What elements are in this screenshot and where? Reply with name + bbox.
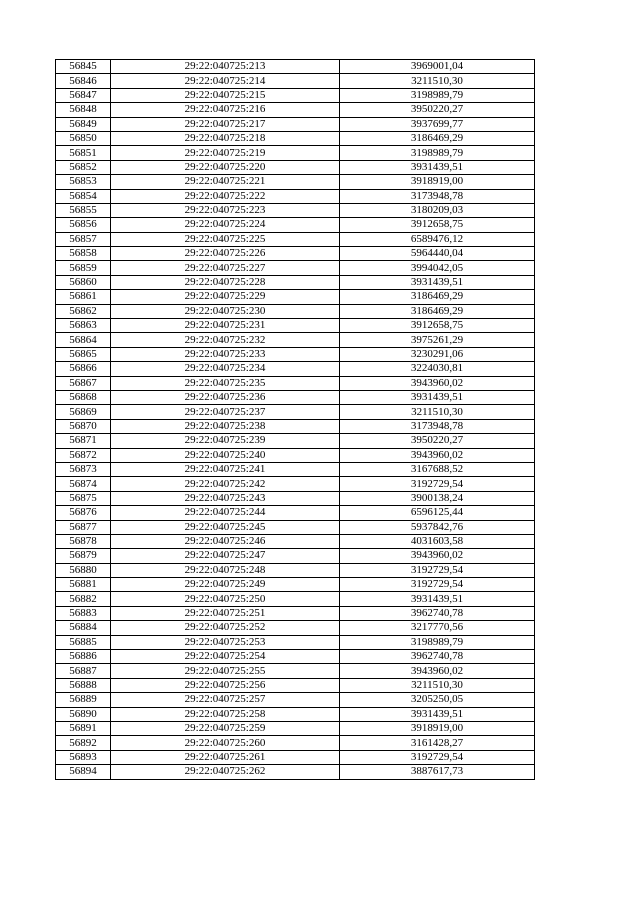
row-number-cell: 56871 [56,434,111,448]
row-number-cell: 56891 [56,721,111,735]
cadastral-number-cell: 29:22:040725:222 [111,189,340,203]
row-number-cell: 56867 [56,376,111,390]
table-row [56,434,535,448]
table-row [56,448,535,462]
table-row [56,664,535,678]
value-cell: 3943960,02 [340,664,535,678]
cadastral-number-cell: 29:22:040725:236 [111,390,340,404]
cadastral-number-cell: 29:22:040725:241 [111,462,340,476]
value-cell: 3931439,51 [340,707,535,721]
row-number-cell: 56894 [56,765,111,779]
value-cell: 5937842,76 [340,520,535,534]
cadastral-number-cell: 29:22:040725:229 [111,290,340,304]
table-row [56,60,535,74]
cadastral-number-cell: 29:22:040725:257 [111,693,340,707]
row-number-cell: 56884 [56,621,111,635]
cadastral-number-cell: 29:22:040725:213 [111,60,340,74]
row-number-cell: 56851 [56,146,111,160]
table-row [56,736,535,750]
table-row [56,621,535,635]
row-number-cell: 56861 [56,290,111,304]
cadastral-number-cell: 29:22:040725:230 [111,304,340,318]
value-cell: 6596125,44 [340,506,535,520]
table-row [56,103,535,117]
cadastral-number-cell: 29:22:040725:249 [111,578,340,592]
row-number-cell: 56885 [56,635,111,649]
row-number-cell: 56873 [56,462,111,476]
value-cell: 3969001,04 [340,60,535,74]
value-cell: 5964440,04 [340,247,535,261]
table-row [56,275,535,289]
table-row [56,765,535,779]
value-cell: 4031603,58 [340,534,535,548]
value-cell: 3192729,54 [340,750,535,764]
row-number-cell: 56850 [56,131,111,145]
table-row [56,678,535,692]
cadastral-number-cell: 29:22:040725:215 [111,88,340,102]
table-row [56,290,535,304]
table-row [56,117,535,131]
row-number-cell: 56859 [56,261,111,275]
row-number-cell: 56866 [56,362,111,376]
value-cell: 3931439,51 [340,275,535,289]
value-cell: 3198989,79 [340,88,535,102]
value-cell: 3230291,06 [340,347,535,361]
cadastral-number-cell: 29:22:040725:223 [111,203,340,217]
row-number-cell: 56893 [56,750,111,764]
row-number-cell: 56856 [56,218,111,232]
cadastral-number-cell: 29:22:040725:238 [111,419,340,433]
row-number-cell: 56846 [56,74,111,88]
table-row [56,74,535,88]
row-number-cell: 56880 [56,563,111,577]
value-cell: 3205250,05 [340,693,535,707]
table-row [56,203,535,217]
cadastral-number-cell: 29:22:040725:261 [111,750,340,764]
table-row [56,131,535,145]
value-cell: 3192729,54 [340,563,535,577]
table-row [56,549,535,563]
value-cell: 3192729,54 [340,578,535,592]
table-row [56,304,535,318]
table-row [56,477,535,491]
table-row [56,405,535,419]
cadastral-number-cell: 29:22:040725:254 [111,650,340,664]
row-number-cell: 56857 [56,232,111,246]
row-number-cell: 56848 [56,103,111,117]
value-cell: 3962740,78 [340,606,535,620]
table-row [56,707,535,721]
row-number-cell: 56845 [56,60,111,74]
row-number-cell: 56858 [56,247,111,261]
value-cell: 3180209,03 [340,203,535,217]
cadastral-number-cell: 29:22:040725:232 [111,333,340,347]
value-cell: 3887617,73 [340,765,535,779]
table-row [56,721,535,735]
value-cell: 3211510,30 [340,74,535,88]
cadastral-number-cell: 29:22:040725:245 [111,520,340,534]
value-cell: 3912658,75 [340,218,535,232]
cadastral-number-cell: 29:22:040725:240 [111,448,340,462]
table-row [56,578,535,592]
cadastral-number-cell: 29:22:040725:231 [111,319,340,333]
value-cell: 3931439,51 [340,160,535,174]
row-number-cell: 56875 [56,491,111,505]
row-number-cell: 56888 [56,678,111,692]
table-row [56,606,535,620]
table-row [56,88,535,102]
row-number-cell: 56892 [56,736,111,750]
value-cell: 3994042,05 [340,261,535,275]
row-number-cell: 56889 [56,693,111,707]
cadastral-number-cell: 29:22:040725:247 [111,549,340,563]
value-cell: 3224030,81 [340,362,535,376]
value-cell: 3211510,30 [340,678,535,692]
value-cell: 3161428,27 [340,736,535,750]
row-number-cell: 56864 [56,333,111,347]
table-row [56,750,535,764]
cadastral-number-cell: 29:22:040725:225 [111,232,340,246]
table-row [56,347,535,361]
row-number-cell: 56886 [56,650,111,664]
value-cell: 3931439,51 [340,390,535,404]
cadastral-number-cell: 29:22:040725:226 [111,247,340,261]
table-row [56,390,535,404]
row-number-cell: 56865 [56,347,111,361]
cadastral-number-cell: 29:22:040725:246 [111,534,340,548]
cadastral-number-cell: 29:22:040725:239 [111,434,340,448]
cadastral-number-cell: 29:22:040725:220 [111,160,340,174]
row-number-cell: 56879 [56,549,111,563]
row-number-cell: 56868 [56,390,111,404]
table-body [56,60,535,780]
table-row [56,146,535,160]
row-number-cell: 56883 [56,606,111,620]
row-number-cell: 56860 [56,275,111,289]
row-number-cell: 56874 [56,477,111,491]
cadastral-number-cell: 29:22:040725:235 [111,376,340,390]
value-cell: 3186469,29 [340,131,535,145]
table-row [56,592,535,606]
value-cell: 3950220,27 [340,103,535,117]
value-cell: 3198989,79 [340,146,535,160]
cadastral-number-cell: 29:22:040725:262 [111,765,340,779]
cadastral-number-cell: 29:22:040725:218 [111,131,340,145]
value-cell: 3192729,54 [340,477,535,491]
value-cell: 3173948,78 [340,189,535,203]
cadastral-number-cell: 29:22:040725:243 [111,491,340,505]
cadastral-number-cell: 29:22:040725:224 [111,218,340,232]
value-cell: 3943960,02 [340,448,535,462]
row-number-cell: 56853 [56,175,111,189]
value-cell: 3211510,30 [340,405,535,419]
row-number-cell: 56890 [56,707,111,721]
cadastral-number-cell: 29:22:040725:234 [111,362,340,376]
table-row [56,247,535,261]
table-row [56,189,535,203]
table-row [56,534,535,548]
value-cell: 3186469,29 [340,290,535,304]
cadastral-number-cell: 29:22:040725:217 [111,117,340,131]
cadastral-number-cell: 29:22:040725:259 [111,721,340,735]
value-cell: 3900138,24 [340,491,535,505]
cadastral-number-cell: 29:22:040725:251 [111,606,340,620]
row-number-cell: 56849 [56,117,111,131]
table-row [56,160,535,174]
row-number-cell: 56862 [56,304,111,318]
data-table [55,59,535,780]
table-row [56,650,535,664]
table-row [56,491,535,505]
value-cell: 3217770,56 [340,621,535,635]
table-row [56,419,535,433]
value-cell: 3198989,79 [340,635,535,649]
cadastral-number-cell: 29:22:040725:256 [111,678,340,692]
row-number-cell: 56881 [56,578,111,592]
row-number-cell: 56852 [56,160,111,174]
table-row [56,520,535,534]
value-cell: 3912658,75 [340,319,535,333]
table-row [56,506,535,520]
cadastral-number-cell: 29:22:040725:228 [111,275,340,289]
table-row [56,362,535,376]
cadastral-number-cell: 29:22:040725:260 [111,736,340,750]
cadastral-number-cell: 29:22:040725:216 [111,103,340,117]
cadastral-number-cell: 29:22:040725:244 [111,506,340,520]
cadastral-number-cell: 29:22:040725:221 [111,175,340,189]
cadastral-number-cell: 29:22:040725:258 [111,707,340,721]
value-cell: 3173948,78 [340,419,535,433]
cadastral-number-cell: 29:22:040725:255 [111,664,340,678]
row-number-cell: 56847 [56,88,111,102]
value-cell: 3975261,29 [340,333,535,347]
row-number-cell: 56877 [56,520,111,534]
value-cell: 3186469,29 [340,304,535,318]
value-cell: 3937699,77 [340,117,535,131]
value-cell: 3918919,00 [340,175,535,189]
row-number-cell: 56854 [56,189,111,203]
table-row [56,218,535,232]
cadastral-number-cell: 29:22:040725:248 [111,563,340,577]
cadastral-number-cell: 29:22:040725:214 [111,74,340,88]
table-row [56,693,535,707]
row-number-cell: 56878 [56,534,111,548]
cadastral-number-cell: 29:22:040725:250 [111,592,340,606]
value-cell: 3931439,51 [340,592,535,606]
table-row [56,635,535,649]
row-number-cell: 56863 [56,319,111,333]
table-row [56,232,535,246]
value-cell: 3943960,02 [340,376,535,390]
table-row [56,319,535,333]
table-row [56,376,535,390]
row-number-cell: 56876 [56,506,111,520]
table-row [56,563,535,577]
cadastral-number-cell: 29:22:040725:233 [111,347,340,361]
table-row [56,261,535,275]
value-cell: 3943960,02 [340,549,535,563]
value-cell: 3950220,27 [340,434,535,448]
row-number-cell: 56869 [56,405,111,419]
value-cell: 3167688,52 [340,462,535,476]
cadastral-number-cell: 29:22:040725:227 [111,261,340,275]
row-number-cell: 56855 [56,203,111,217]
value-cell: 3918919,00 [340,721,535,735]
cadastral-number-cell: 29:22:040725:253 [111,635,340,649]
cadastral-number-cell: 29:22:040725:252 [111,621,340,635]
row-number-cell: 56887 [56,664,111,678]
table-row [56,175,535,189]
row-number-cell: 56882 [56,592,111,606]
value-cell: 3962740,78 [340,650,535,664]
cadastral-number-cell: 29:22:040725:219 [111,146,340,160]
row-number-cell: 56872 [56,448,111,462]
cadastral-number-cell: 29:22:040725:237 [111,405,340,419]
table-row [56,333,535,347]
row-number-cell: 56870 [56,419,111,433]
value-cell: 6589476,12 [340,232,535,246]
table-row [56,462,535,476]
cadastral-number-cell: 29:22:040725:242 [111,477,340,491]
